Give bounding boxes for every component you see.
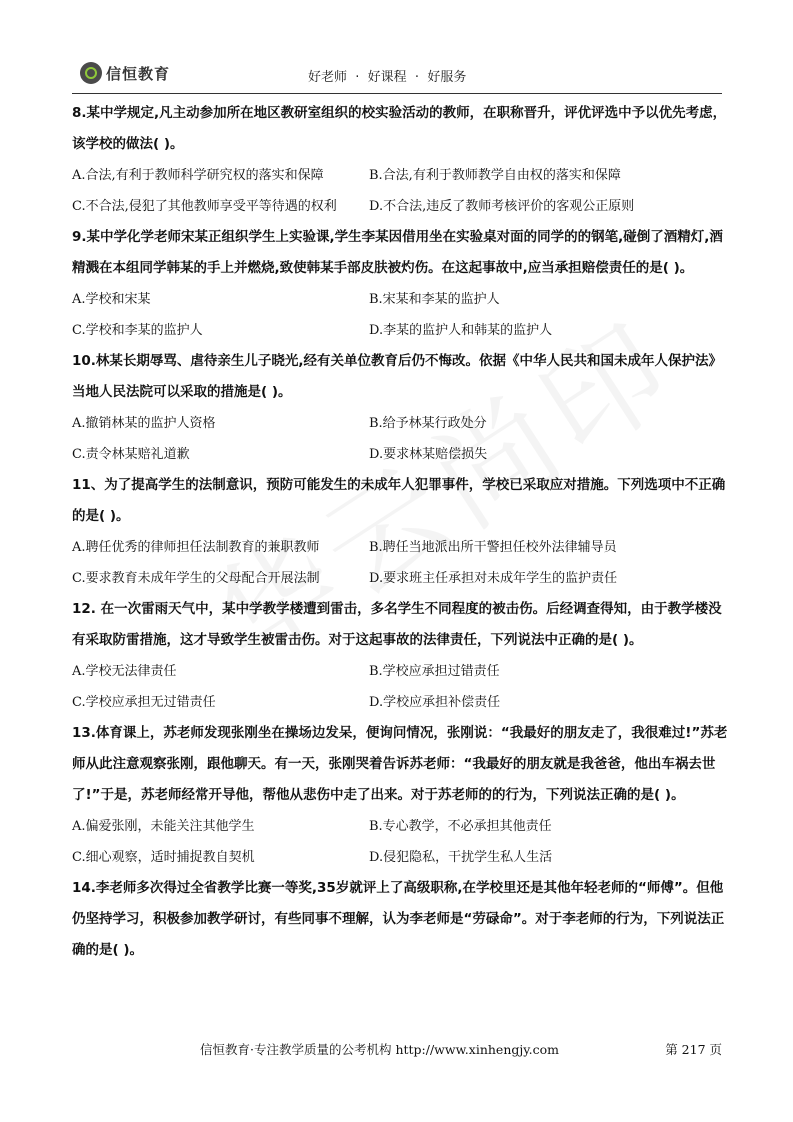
option-b: B.合法,有利于教师教学自由权的落实和保障 [369,168,621,183]
footer-text: 信恒教育·专注教学质量的公考机构 http://www.xinhengjy.com [200,1042,559,1057]
question-10 [72,346,732,470]
options [72,656,732,718]
page-header [72,58,722,94]
option-c: C.细心观察，适时捕捉教自契机 [72,850,255,865]
option-d: D.要求林某赔偿损失 [369,447,488,462]
option-c: C.学校和李某的监护人 [72,323,203,338]
option-c: C.要求教育未成年学生的父母配合开展法制 [72,571,320,586]
option-b: B.宋某和李某的监护人 [369,292,500,307]
question-14 [72,873,732,966]
logo-icon [80,62,102,84]
option-d: D.不合法,违反了教师考核评价的客观公正原则 [369,199,635,214]
question-stem: 10.林某长期辱骂、虐待亲生儿子晓光,经有关单位教育后仍不悔改。依据《中华人民共和国未成年人保护法》当地人民法院可以采取的措施是( )。 [72,353,723,400]
options [72,532,732,594]
question-13 [72,718,732,873]
option-a: A.撤销林某的监护人资格 [72,416,216,431]
question-12 [72,594,732,718]
option-d: D.李某的监护人和韩某的监护人 [369,323,553,338]
options [72,160,732,222]
question-stem: 14.李老师多次得过全省教学比赛一等奖,35岁就评上了高级职称,在学校里还是其他年轻老师的“师傅”。但他仍坚持学习，积极参加教学研讨，有些同事不理解，认为李老师是“劳碌命”。对于李老师的行为，下列说法正确的是( )。 [72,880,725,958]
question-stem: 9.某中学化学老师宋某正组织学生上实验课,学生李某因借用坐在实验桌对面的同学的的钢笔,碰倒了酒精灯,酒精溅在本组同学韩某的手上并燃烧,致使韩某手部皮肤被灼伤。在这起事故中,应当承担赔偿责任的是( )。 [72,229,723,276]
question-8 [72,98,732,222]
option-c: C.责令林某赔礼道歉 [72,447,190,462]
option-b: B.专心教学，不必承担其他责任 [369,819,552,834]
question-9 [72,222,732,346]
option-b: B.聘任当地派出所干警担任校外法律辅导员 [369,540,617,555]
option-c: C.学校应承担无过错责任 [72,695,216,710]
options [72,811,732,873]
option-b: B.给予林某行政处分 [369,416,487,431]
page-footer [72,1040,722,1060]
question-list [72,98,732,966]
option-a: A.偏爱张刚，未能关注其他学生 [72,819,255,834]
option-d: D.学校应承担补偿责任 [369,695,501,710]
question-stem: 12. 在一次雷雨天气中，某中学教学楼遭到雷击，多名学生不同程度的被击伤。后经调查得知，由于教学楼没有采取防雷措施，这才导致学生被雷击伤。对于这起事故的法律责任，下列说法中正确的是( )。 [72,601,722,648]
question-stem: 11、为了提高学生的法制意识，预防可能发生的未成年人犯罪事件，学校已采取应对措施。下列选项中不正确的是( )。 [72,477,726,524]
option-a: A.学校无法律责任 [72,664,177,679]
option-a: A.合法,有利于教师科学研究权的落实和保障 [72,168,324,183]
option-d: D.侵犯隐私，干扰学生私人生活 [369,850,553,865]
options [72,408,732,470]
header-slogan: 好老师 · 好课程 · 好服务 [308,70,467,85]
option-c: C.不合法,侵犯了其他教师享受平等待遇的权利 [72,199,337,214]
question-stem: 8.某中学规定,凡主动参加所在地区教研室组织的校实验活动的教师，在职称晋升，评优评选中予以优先考虑，该学校的做法( )。 [72,105,727,152]
option-a: A.聘任优秀的律师担任法制教育的兼职教师 [72,540,320,555]
header-divider [72,93,722,94]
option-a: A.学校和宋某 [72,292,151,307]
logo-text: 信恒教育 [106,64,171,83]
question-11 [72,470,732,594]
options [72,284,732,346]
option-d: D.要求班主任承担对未成年学生的监护责任 [369,571,618,586]
page-number: 第 217 页 [665,1042,722,1057]
option-b: B.学校应承担过错责任 [369,664,500,679]
question-stem: 13.体育课上，苏老师发现张刚坐在操场边发呆，便询问情况，张刚说：“我最好的朋友走了，我很难过!”苏老师从此注意观察张刚，跟他聊天。有一天，张刚哭着告诉苏老师：“我最好的朋友就是我爸爸，他出车祸去世了!”于是，苏老师经常开导他，帮他从悲伤中走了出来。对于苏老师的的行为，下列说法正确的是( )。 [72,725,728,803]
logo [80,62,170,84]
